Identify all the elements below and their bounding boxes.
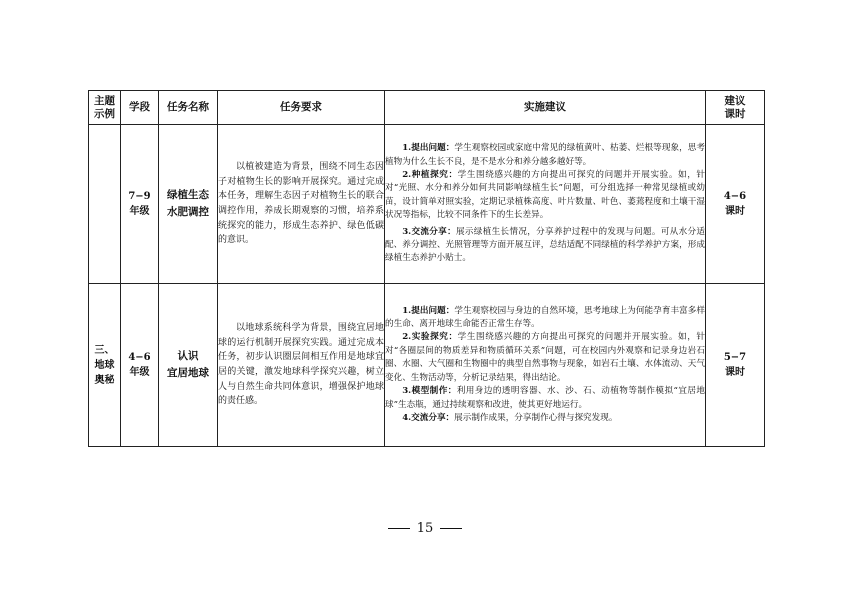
implementation-cell: 1.提出问题：学生观察校园或家庭中常见的绿植黄叶、枯萎、烂根等现象，思考植物为什么生长不良，是不是水分和养分越多越好等。 2.种植探究：学生围绕感兴趣的方向提出可探究的问题并开展实验。如，针对“光照、水分和养分如何共同影响绿植生长”问题，可分组选择一种常见绿植或幼苗，设计简单对照实验，定期记录植株高度、叶片数量、叶色、萎蔫程度和土壤干湿状况等指标，比较不同条件下的生长差异。 3.交流分享：展示绿植生长情况，分享养护过程中的发现与问题。可从水分适配、养分调控、光照管理等方面开展互评，总结适配不同绿植的科学养护方案，形成绿植生态养护小贴士。: [385, 125, 706, 284]
footer-dash-right: [440, 528, 462, 529]
topic-cell: 三、 地球 奥秘: [89, 284, 121, 447]
page-number: 15: [416, 521, 434, 536]
footer-dash-left: [388, 528, 410, 529]
task-requirement-cell: 以地球系统科学为背景，围绕宜居地球的运行机制开展探究实践。通过完成本任务，初步认识圈层间相互作用是地球宜居的关键，激发地球科学探究兴趣，树立人与自然生命共同体意识，增强保护地球的责任感。: [218, 284, 385, 447]
stage-cell: 7−9 年级: [121, 125, 159, 284]
header-hours: 建议 课时: [706, 91, 765, 125]
curriculum-table: [88, 90, 765, 447]
header-topic: 主题 示例: [89, 91, 121, 125]
hours-cell: 5−7 课时: [706, 284, 765, 447]
header-task-requirement: 任务要求: [218, 91, 385, 125]
stage-cell: 4−6 年级: [121, 284, 159, 447]
task-name-cell: 绿植生态 水肥调控: [159, 125, 218, 284]
table-header-row: [89, 91, 765, 125]
header-stage: 学段: [121, 91, 159, 125]
table-row: [89, 125, 765, 284]
task-requirement-cell: 以植被建造为背景，围绕不同生态因子对植物生长的影响开展探究。通过完成本任务，理解生态因子对植物生长的联合调控作用，养成长期观察的习惯，培养系统探究的能力，形成生态养护、绿色低碳的意识。: [218, 125, 385, 284]
hours-cell: 4−6 课时: [706, 125, 765, 284]
table-row: [89, 284, 765, 447]
page-footer: [0, 521, 850, 536]
header-task-name: 任务名称: [159, 91, 218, 125]
implementation-cell: 1.提出问题：学生观察校园与身边的自然环境，思考地球上为何能孕育丰富多样的生命、离开地球生命能否正常生存等。 2.实验探究：学生围绕感兴趣的方向提出可探究的问题并开展实验。如，针对“各圈层间的物质差异和物质循环关系”问题，可在校园内外观察和记录身边岩石圈、水圈、大气圈和生物圈中的典型自然事物与现象，如岩石土壤、水体流动、天气变化、生物活动等，分析记录结果，得出结论。 3.模型制作：利用身边的透明容器、水、沙、石、动植物等制作模拟“宜居地球”生态瓶，通过持续观察和改进，使其更好地运行。 4.交流分享：展示制作成果，分享制作心得与探究发现。: [385, 284, 706, 447]
task-name-cell: 认识 宜居地球: [159, 284, 218, 447]
topic-cell: [89, 125, 121, 284]
header-implementation: 实施建议: [385, 91, 706, 125]
